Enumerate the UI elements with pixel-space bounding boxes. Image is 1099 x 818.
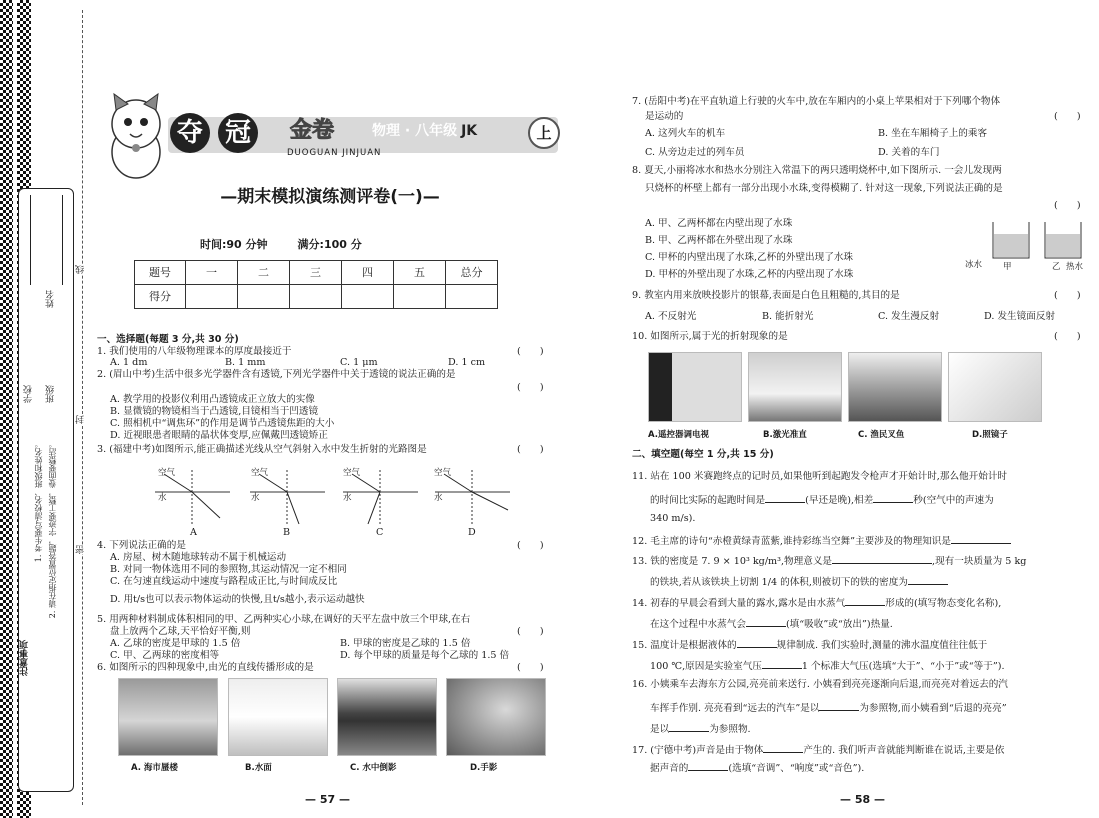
text: 13. 铁的密度是 7. 9 × 10³ kg/m³,物理意义是 xyxy=(632,556,833,567)
volume-badge: 上 xyxy=(528,117,560,149)
answer-blank[interactable] xyxy=(908,574,948,585)
text: 的铁块,若从该铁块上切割 1/4 的体积,则被切下的铁的密度为 xyxy=(650,577,908,588)
q15-line-2 xyxy=(650,658,1005,673)
q2-opt: C. 照相机中“调焦环”的作用是调节凸透镜焦距的大小 xyxy=(110,418,335,429)
q2-opt: A. 教学用的投影仪利用凸透镜成正立放大的实像 xyxy=(110,394,315,405)
q5-opt: B. 甲球的密度是乙球的 1.5 倍 xyxy=(340,638,471,649)
answer-blank[interactable] xyxy=(762,658,802,669)
q4-opt: A. 房屋、树木随地球转动不属于机械运动 xyxy=(110,552,287,563)
q16-line-2 xyxy=(650,700,1007,715)
q3-opt-label: B xyxy=(283,527,291,538)
beaker-label: 热水 xyxy=(1066,262,1084,272)
notice-item-1: 1. 考生要写清校名、班级和姓名。 xyxy=(34,440,43,563)
text: 1 个标准大气压(选填“大于”、“小于”或“等于”). xyxy=(801,661,1005,672)
text: 14. 初春的早晨会看到大量的露水,露水是由水蒸气 xyxy=(632,598,846,609)
score-table-row xyxy=(135,285,498,309)
q3-water-label: 水 xyxy=(434,493,443,503)
q6-caption: B.水面 xyxy=(245,763,272,773)
brand-char-2: 冠 xyxy=(218,113,258,153)
q3-air-label: 空气 xyxy=(158,468,176,478)
q8-opt: A. 甲、乙两杯都在内壁出现了水珠 xyxy=(645,218,793,229)
q9-opt: D. 发生镜面反射 xyxy=(984,311,1056,322)
brand-char-1: 夺 xyxy=(170,113,210,153)
q16-stem: 16. 小姨乘车去海东方公园,亮亮前来送行. 小姨看到亮亮逐渐向后退,而亮亮对着远去的汽 xyxy=(632,679,1008,690)
q7-opt: B. 坐在车厢椅子上的乘客 xyxy=(878,128,988,139)
line-name xyxy=(62,195,63,285)
score-cell: 得分 xyxy=(135,285,186,309)
q1-opt: B. 1 mm xyxy=(225,357,266,368)
score-table xyxy=(134,260,498,309)
q17-stem xyxy=(632,742,1004,757)
text: 15. 温度计是根据液体的 xyxy=(632,640,737,651)
q6-caption: D.手影 xyxy=(470,763,498,773)
q4-stem: 4. 下列说法正确的是 xyxy=(97,540,186,551)
notice-item-2: 2. 请在指定位置答题，字迹要工整，卷面要整洁。 xyxy=(48,440,57,619)
q14-stem xyxy=(632,595,1001,610)
water-reflection-photo xyxy=(337,678,437,756)
q3-opt-label: D xyxy=(468,527,476,538)
q10-caption: D.照镜子 xyxy=(972,430,1008,440)
q2-opt: B. 显微镜的物镜相当于凸透镜,目镜相当于凹透镜 xyxy=(110,406,319,417)
q1-opt: A. 1 dm xyxy=(110,357,148,368)
q5-stem: 5. 用两种材料制成体积相同的甲、乙两种实心小球,在调好的天平左盘中放三个甲球,在右 xyxy=(97,614,471,625)
q1-opt: C. 1 μm xyxy=(340,357,378,368)
text: 的时间比实际的起跑时间是 xyxy=(650,495,766,506)
q4-opt: C. 在匀速直线运动中速度与路程成正比,与时间成反比 xyxy=(110,576,338,587)
text: 为参照物. xyxy=(709,724,751,735)
q12-stem xyxy=(632,533,1011,548)
q3-air-label: 空气 xyxy=(251,468,269,478)
q3-opt-label: A xyxy=(190,527,197,538)
laser-picture xyxy=(748,352,842,422)
score-input[interactable] xyxy=(394,285,446,309)
text: 17. (宁德中考)声音是由于物体 xyxy=(632,745,764,756)
field-class: 班级 xyxy=(46,385,56,403)
q5-opt: C. 甲、乙两球的密度相等 xyxy=(110,650,220,661)
q9-stem: 9. 教室内用来放映投影片的银幕,表面是白色且粗糙的,其目的是 xyxy=(632,290,900,301)
edition-label: JK xyxy=(461,123,478,139)
answer-paren[interactable]: ( ) xyxy=(1054,331,1081,342)
time-info xyxy=(200,238,362,252)
score-cell: 三 xyxy=(290,261,342,285)
notice-head: 注意事项 xyxy=(20,640,30,676)
q1-stem: 1. 我们使用的八年级物理课本的厚度最接近于 xyxy=(97,346,292,357)
remote-tv-picture xyxy=(648,352,742,422)
text: 规律制成. 我们实验时,测量的沸水温度值往往低于 xyxy=(776,640,988,651)
brand-subject xyxy=(372,123,477,141)
q3-air-label: 空气 xyxy=(343,468,361,478)
time-label: 时间:90 分钟 xyxy=(200,238,268,251)
text: 秒(空气中的声速为 xyxy=(913,495,994,506)
score-cell: 二 xyxy=(238,261,290,285)
brand-pinyin: DUOGUAN JINJUAN xyxy=(287,148,382,158)
text: (早还是晚),相差 xyxy=(805,495,874,506)
score-cell: 四 xyxy=(342,261,394,285)
q13-line-2 xyxy=(650,574,948,589)
answer-paren[interactable]: ( ) xyxy=(517,662,544,673)
answer-blank[interactable] xyxy=(873,492,913,503)
q11-line-2 xyxy=(650,492,994,507)
q4-opt: B. 对同一物体选用不同的参照物,其运动情况一定不相同 xyxy=(110,564,347,575)
q15-stem xyxy=(632,637,987,652)
score-cell: 一 xyxy=(186,261,238,285)
section-2-title: 二、填空题(每空 1 分,共 15 分) xyxy=(632,449,774,460)
answer-blank[interactable] xyxy=(832,553,932,564)
q5-opt: D. 每个甲球的质量是每个乙球的 1.5 倍 xyxy=(340,650,510,661)
answer-paren[interactable]: ( ) xyxy=(517,346,544,357)
beakers-diagram xyxy=(985,218,1095,264)
subject-label: 物理 · 八年级 xyxy=(372,123,458,139)
cat-mascot-icon xyxy=(100,90,172,182)
q2-stem: 2. (眉山中考)生活中很多光学器件含有透镜,下列光学器件中关于透镜的说法正确的是 xyxy=(97,369,456,380)
text: 产生的. 我们听声音就能判断谁在说话,主要是依 xyxy=(803,745,1005,756)
q8-opt: C. 甲杯的内壁出现了水珠,乙杯的外壁出现了水珠 xyxy=(645,252,854,263)
answer-paren[interactable]: ( ) xyxy=(517,626,544,637)
line-school xyxy=(30,195,31,285)
answer-blank[interactable] xyxy=(688,760,728,771)
q11-stem: 11. 站在 100 米赛跑终点的记时员,如果他听到起跑发令枪声才开始计时,那么他开始计时 xyxy=(632,471,1008,482)
q1-opt: D. 1 cm xyxy=(448,357,486,368)
cut-mark-line: 线 xyxy=(76,265,86,274)
q8-opt: B. 甲、乙两杯都在外壁出现了水珠 xyxy=(645,235,793,246)
q7-opt: C. 从旁边走过的列车员 xyxy=(645,147,745,158)
answer-blank[interactable] xyxy=(765,492,805,503)
score-table-header xyxy=(135,261,498,285)
mirage-photo xyxy=(118,678,218,756)
q3-water-label: 水 xyxy=(158,493,167,503)
answer-blank[interactable] xyxy=(845,595,885,606)
q9-opt: B. 能折射光 xyxy=(762,311,814,322)
score-cell: 题号 xyxy=(135,261,186,285)
field-school: 学校 xyxy=(24,385,34,403)
score-input[interactable] xyxy=(238,285,290,309)
score-input[interactable] xyxy=(186,285,238,309)
text: 据声音的 xyxy=(650,763,689,774)
q16-line-3 xyxy=(650,721,751,736)
beaker-label: 乙 xyxy=(1052,262,1061,272)
score-label: 满分:100 分 xyxy=(297,238,362,251)
brand-gold: 金卷 xyxy=(290,118,335,143)
answer-paren[interactable]: ( ) xyxy=(517,444,544,455)
answer-paren[interactable]: ( ) xyxy=(517,540,544,551)
q13-stem xyxy=(632,553,1026,568)
water-surface-photo xyxy=(228,678,328,756)
q3-water-label: 水 xyxy=(251,493,260,503)
text: 为参照物,而小姨看到“后退的亮亮” xyxy=(859,703,1007,714)
q3-opt-label: C xyxy=(376,527,384,538)
q7-stem: 7. (岳阳中考)在平直轨道上行驶的火车中,放在车厢内的小桌上苹果相对于下列哪个物体 xyxy=(632,96,1001,107)
score-input[interactable] xyxy=(342,285,394,309)
binding-pattern-left xyxy=(0,0,13,818)
text: 在这个过程中水蒸气会 xyxy=(650,619,746,630)
cut-line xyxy=(82,10,83,805)
q7-opt: A. 这列火车的机车 xyxy=(645,128,726,139)
hand-shadow-photo xyxy=(446,678,546,756)
q2-opt: D. 近视眼患者眼睛的晶状体变厚,应佩戴凹透镜矫正 xyxy=(110,430,328,441)
score-input[interactable] xyxy=(446,285,498,309)
q10-caption: B.激光准直 xyxy=(763,430,807,440)
field-name: 姓名 xyxy=(46,290,56,308)
q11-line-3: 340 m/s). xyxy=(650,513,696,524)
q14-line-2 xyxy=(650,616,893,631)
q5-stem-2: 盘上放两个乙球,天平恰好平衡,则 xyxy=(110,626,251,637)
answer-paren[interactable]: ( ) xyxy=(1054,111,1081,122)
q6-stem: 6. 如图所示的四种现象中,由光的直线传播形成的是 xyxy=(97,662,314,673)
answer-blank[interactable] xyxy=(763,742,803,753)
beaker-label: 甲 xyxy=(1003,262,1012,272)
q4-opt: D. 用t/s也可以表示物体运动的快慢,且t/s越小,表示运动越快 xyxy=(110,594,365,605)
text: 是以 xyxy=(650,724,670,735)
answer-paren[interactable]: ( ) xyxy=(517,382,544,393)
q9-opt: C. 发生漫反射 xyxy=(878,311,940,322)
score-input[interactable] xyxy=(290,285,342,309)
page-number-right: — 58 — xyxy=(840,793,885,806)
text: 12. 毛主席的诗句“赤橙黄绿青蓝紫,谁持彩练当空舞”主要涉及的物理知识是 xyxy=(632,536,951,547)
fishing-picture xyxy=(848,352,942,422)
answer-paren[interactable]: ( ) xyxy=(1054,290,1081,301)
answer-blank[interactable] xyxy=(819,700,859,711)
answer-blank[interactable] xyxy=(737,637,777,648)
section-1-title: 一、选择题(每题 3 分,共 30 分) xyxy=(97,334,239,345)
q3-air-label: 空气 xyxy=(434,468,452,478)
text: 100 ℃,原因是实验室气压 xyxy=(650,661,762,672)
beaker-label: 冰水 xyxy=(965,260,983,270)
answer-blank[interactable] xyxy=(746,616,786,627)
text: (选填“音调”、“响度”或“音色”). xyxy=(728,763,865,774)
q7-opt: D. 关着的车门 xyxy=(878,147,940,158)
q5-opt: A. 乙球的密度是甲球的 1.5 倍 xyxy=(110,638,241,649)
answer-paren[interactable]: ( ) xyxy=(1054,200,1081,211)
q8-stem: 8. 夏天,小丽将冰水和热水分别注入常温下的两只透明烧杯中,如下图所示. 一会儿发现两 xyxy=(632,165,1002,176)
q10-caption: A.遥控器调电视 xyxy=(648,430,709,440)
q9-opt: A. 不反射光 xyxy=(645,311,697,322)
cut-mark-close: 密 xyxy=(76,545,86,554)
q10-caption: C. 渔民叉鱼 xyxy=(858,430,905,440)
q17-line-2 xyxy=(650,760,864,775)
q3-water-label: 水 xyxy=(343,493,352,503)
score-cell: 五 xyxy=(394,261,446,285)
q10-stem: 10. 如图所示,属于光的折射现象的是 xyxy=(632,331,788,342)
text: 形成的(填写物态变化名称), xyxy=(885,598,1002,609)
q8-opt: D. 甲杯的外壁出现了水珠,乙杯的内壁出现了水珠 xyxy=(645,269,854,280)
q8-stem-2: 只烧杯的杯壁上都有一部分出现小水珠,变得模糊了. 针对这一现象,下列说法正确的是 xyxy=(645,183,1003,194)
text: 车挥手作别. 亮亮看到“远去的汽车”是以 xyxy=(650,703,820,714)
answer-blank[interactable] xyxy=(669,721,709,732)
q6-caption: A. 海市蜃楼 xyxy=(131,763,178,773)
q6-caption: C. 水中倒影 xyxy=(350,763,397,773)
page-number-left: — 57 — xyxy=(305,793,350,806)
score-cell: 总分 xyxy=(446,261,498,285)
cut-mark-seal: 封 xyxy=(76,415,86,424)
student-info-box xyxy=(18,188,74,792)
paper-title: —期末模拟演练测评卷(一)— xyxy=(220,187,440,207)
mirror-picture xyxy=(948,352,1042,422)
text: ,现有一块质量为 5 kg xyxy=(932,556,1027,567)
answer-blank[interactable] xyxy=(951,533,1011,544)
q7-stem-2: 是运动的 xyxy=(645,111,684,122)
text: (填“吸收”或“放出”)热量. xyxy=(785,619,893,630)
q3-stem: 3. (福建中考)如图所示,能正确描述光线从空气斜射入水中发生折射的光路图是 xyxy=(97,444,427,455)
